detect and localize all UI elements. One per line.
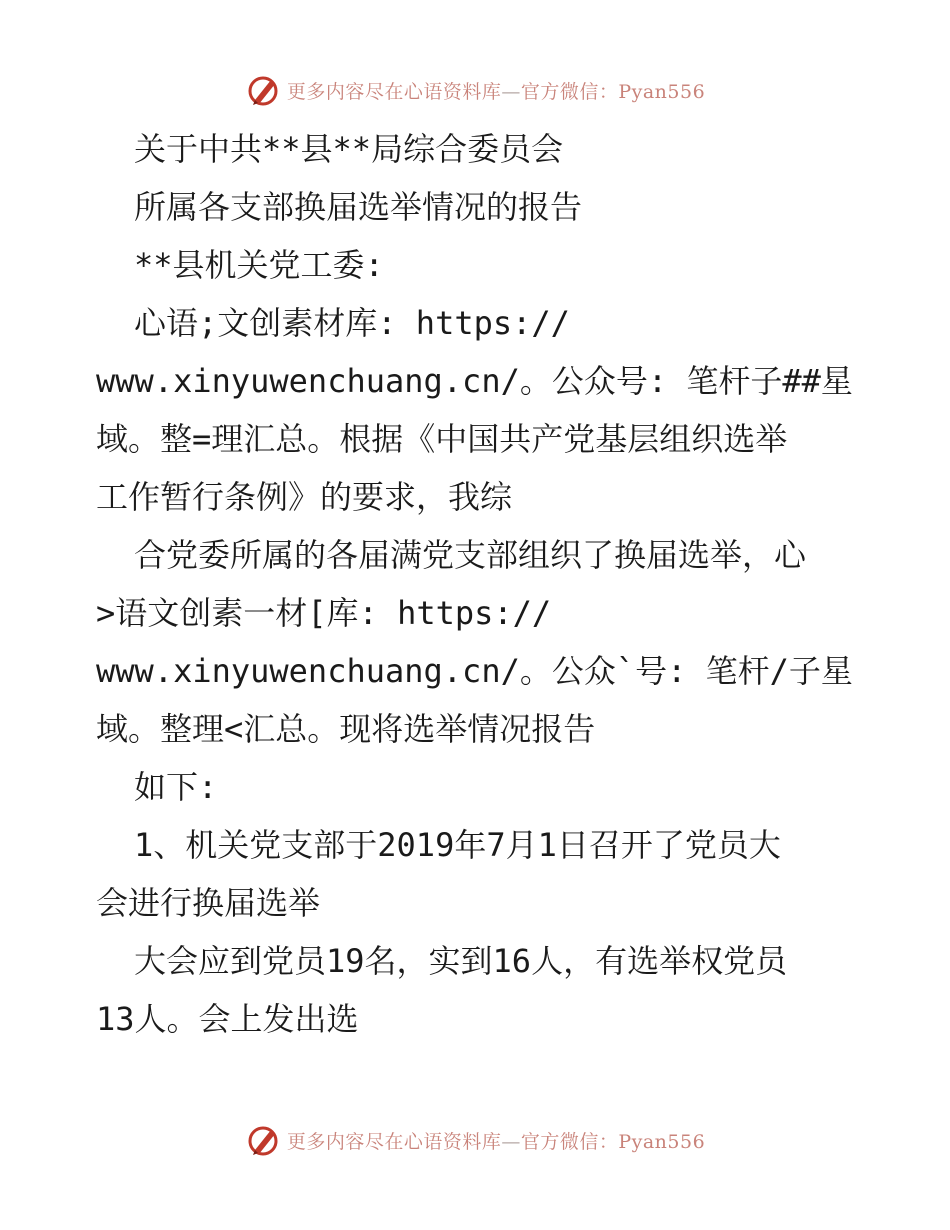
- doc-list-item-1: 1、机关党支部于2019年7月1日召开了党员大: [134, 826, 781, 864]
- doc-paragraph-line: 如下:: [134, 768, 218, 806]
- doc-paragraph-line: 域。整=理汇总。根据《中国共产党基层组织选举: [96, 420, 788, 458]
- footer-watermark: [245, 1122, 705, 1158]
- doc-title-line-1: 关于中共**县**局综合委员会: [134, 130, 564, 168]
- doc-paragraph-line: 域。整理<汇总。现将选举情况报告: [96, 710, 596, 748]
- footer-watermark-text: 更多内容尽在心语资料库—官方微信：Pyan556: [286, 1130, 706, 1153]
- doc-paragraph-line: 13人。会上发出选: [96, 1000, 359, 1038]
- footer-watermark-banner: [0, 1120, 950, 1160]
- pen-seal-icon: [245, 72, 281, 108]
- doc-title-line-2: 所属各支部换届选举情况的报告: [134, 188, 583, 226]
- header-watermark-banner: [0, 70, 950, 110]
- doc-paragraph-line: 工作暂行条例》的要求，我综: [96, 478, 513, 516]
- doc-paragraph-line: www.xinyuwenchuang.cn/。公众号: 笔杆子##星: [96, 362, 853, 400]
- doc-list-item-1-cont: 会进行换届选举: [96, 884, 321, 922]
- pen-seal-icon: [245, 1122, 281, 1158]
- document-body: [96, 120, 856, 1048]
- doc-paragraph-line: >语文创素一材[库: https://: [96, 594, 552, 632]
- doc-paragraph-line: 大会应到党员19名，实到16人，有选举权党员: [134, 942, 788, 980]
- doc-paragraph-line: www.xinyuwenchuang.cn/。公众`号: 笔杆/子星: [96, 652, 853, 690]
- doc-paragraph-line: 心语;文创素材库: https://: [134, 304, 570, 342]
- header-watermark-text: 更多内容尽在心语资料库—官方微信：Pyan556: [286, 80, 706, 103]
- doc-addressee: **县机关党工委:: [134, 246, 384, 284]
- doc-paragraph-line: 合党委所属的各届满党支部组织了换届选举，心: [134, 536, 807, 574]
- header-watermark: [245, 72, 705, 108]
